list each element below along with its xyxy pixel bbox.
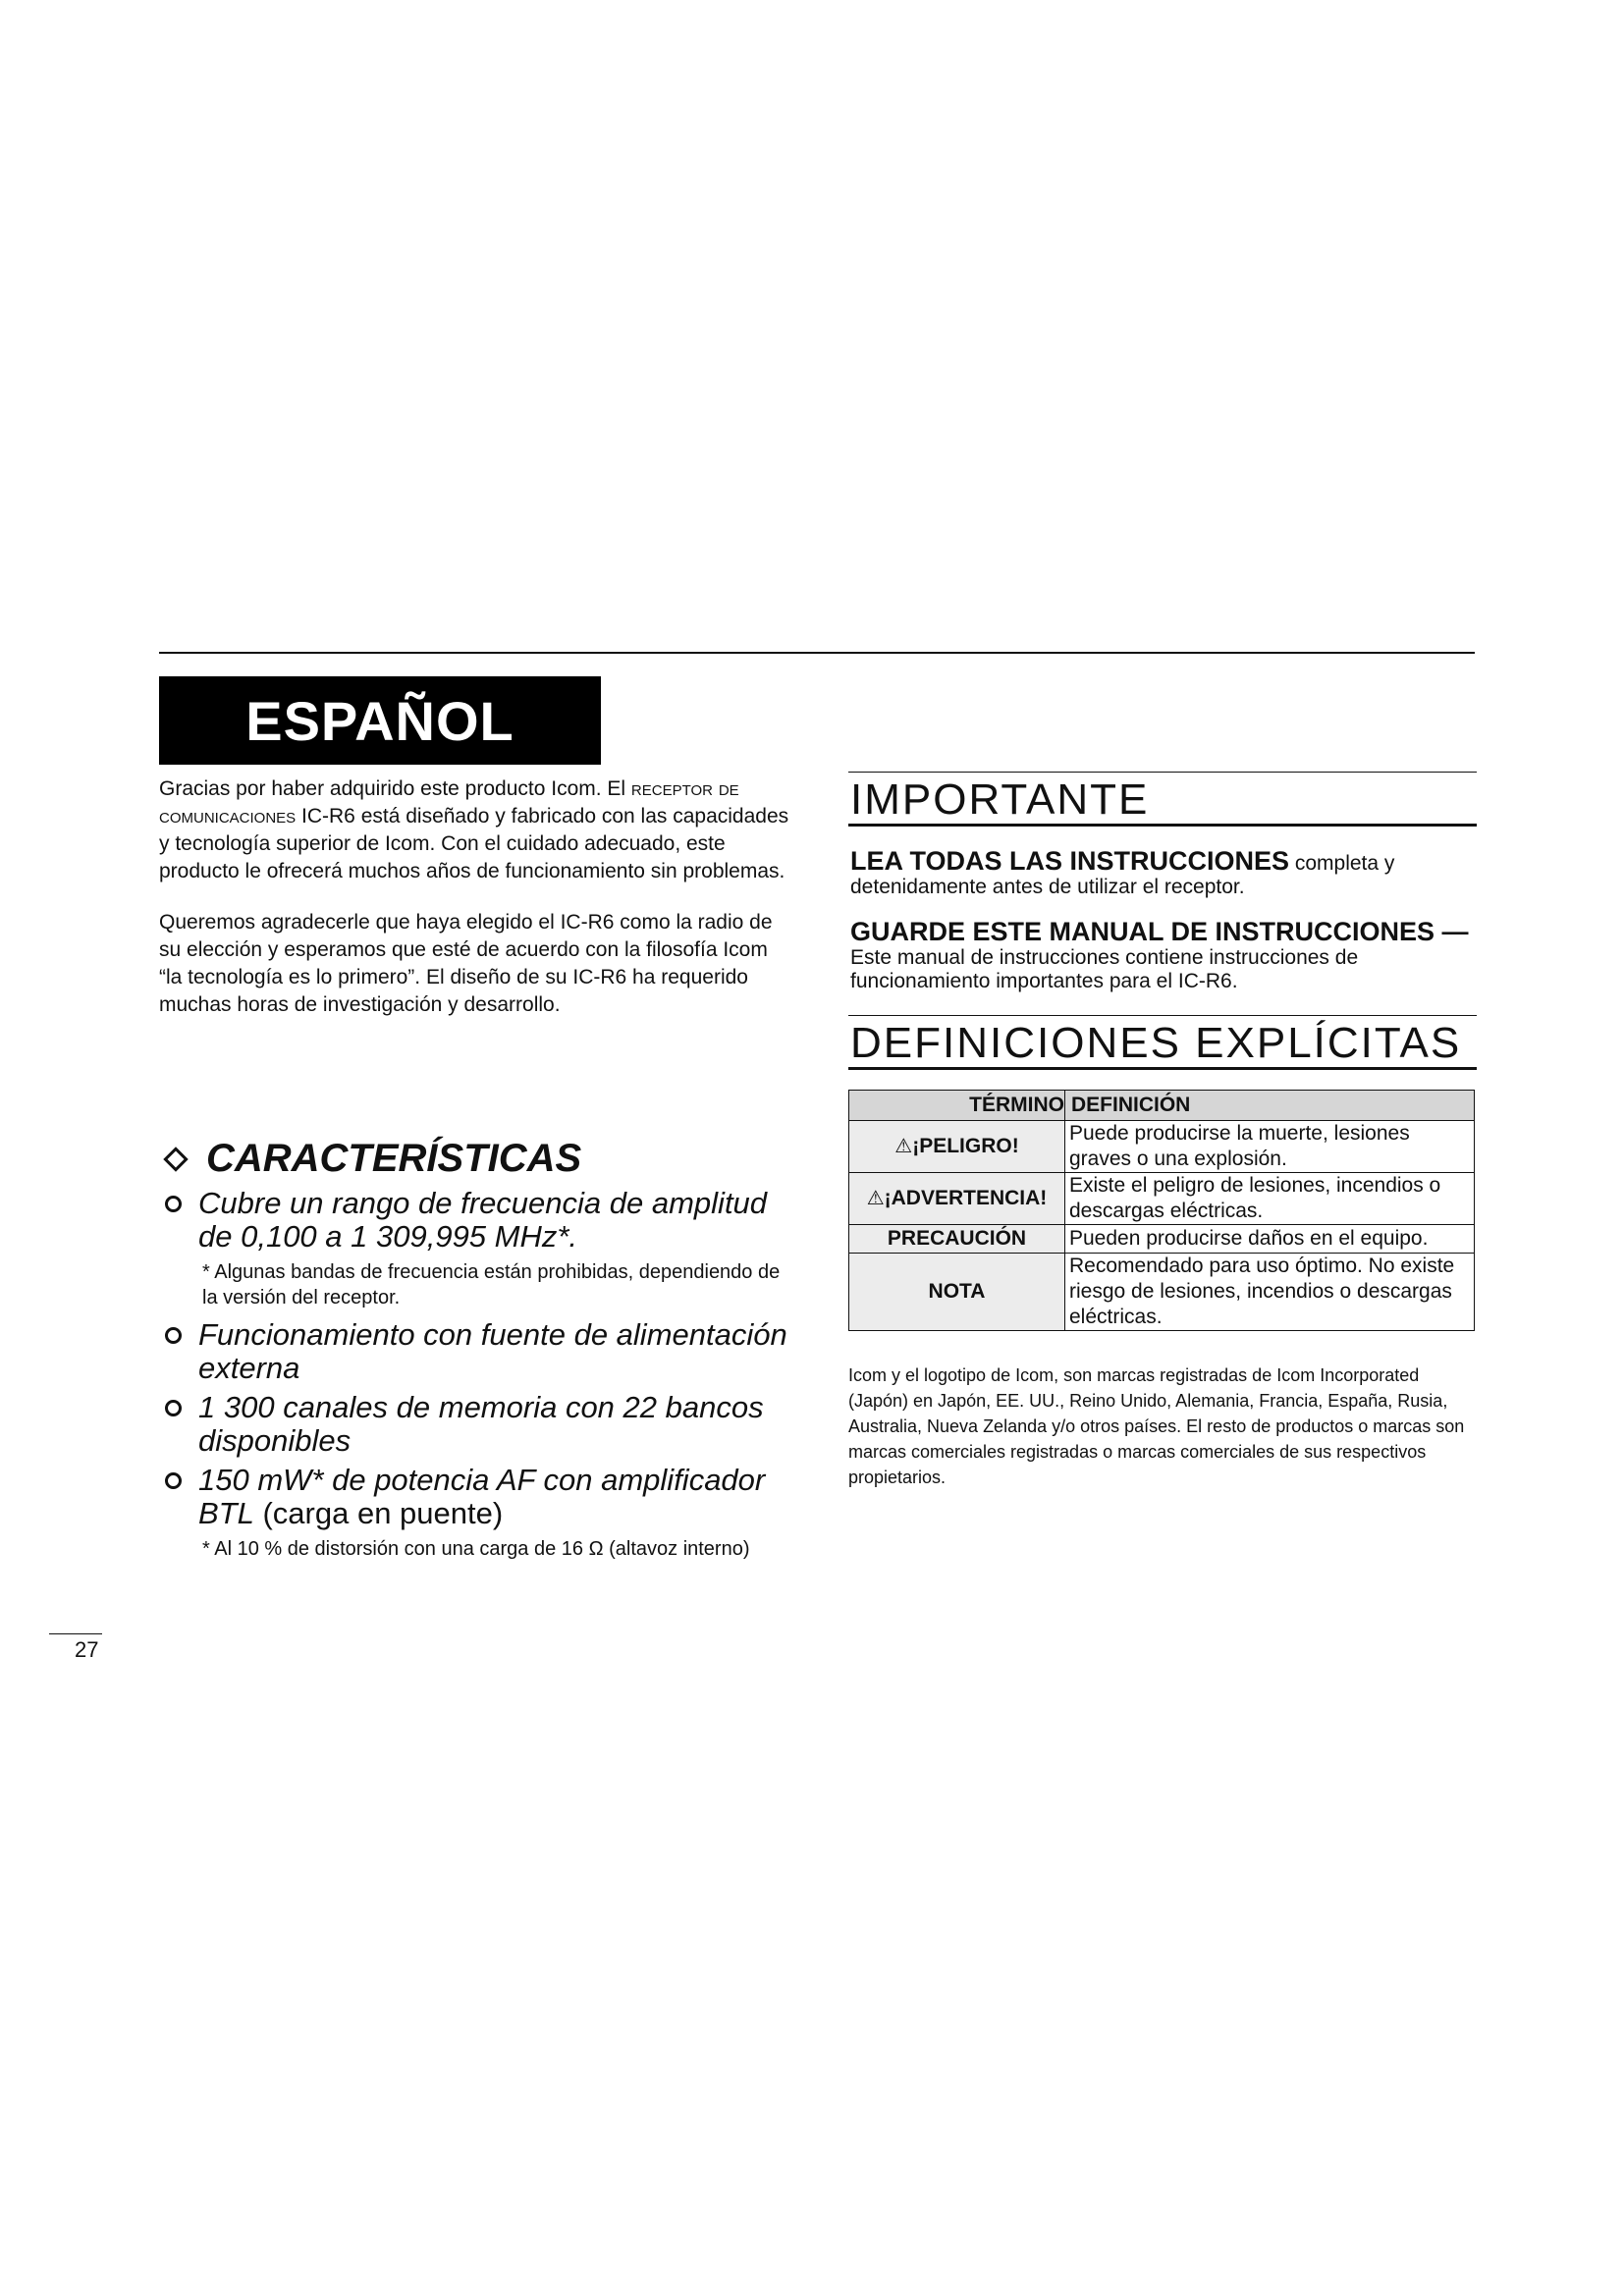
important-text: completa y detenidamente antes de utilizar el receptor.: [850, 852, 1395, 898]
features-title: CARACTERÍSTICAS: [206, 1137, 582, 1180]
important-bold: GUARDE ESTE MANUAL DE INSTRUCCIONES —: [850, 917, 1469, 946]
important-section: [848, 772, 1477, 1490]
definition-cell: Pueden producirse daños en el equipo.: [1065, 1225, 1475, 1254]
important-paragraph-1: [850, 846, 1477, 899]
important-bold: LEA TODAS LAS INSTRUCCIONES: [850, 846, 1290, 876]
warning-icon: ⚠: [894, 1136, 913, 1157]
table-row: [849, 1121, 1475, 1173]
product-type: receptor de comunicaciones: [159, 777, 739, 828]
circle-bullet-icon: [165, 1196, 182, 1212]
feature-item: [159, 1391, 797, 1458]
feature-text: 1 300 canales de memoria con 22 bancos disponibles: [198, 1390, 764, 1458]
section-rule: [848, 1067, 1477, 1070]
diamond-icon: [163, 1147, 188, 1171]
term-text: ¡ADVERTENCIA!: [884, 1187, 1048, 1209]
term-text: ¡PELIGRO!: [912, 1135, 1019, 1157]
top-rule: [159, 652, 1475, 654]
intro-paragraph-2: Queremos agradecerle que haya elegido el IC-R6 como la radio de su elección y esperamos que esté de acuerdo con la filosofía Icom “la tecnología es lo primero”. El diseño de su IC-R6 ha requerido muchas horas de investigación y desarrollo.: [159, 911, 773, 1016]
definition-cell: Puede producirse la muerte, lesiones graves o una explosión.: [1065, 1121, 1475, 1173]
warning-icon: ⚠: [866, 1188, 885, 1209]
feature-item: [159, 1318, 797, 1385]
table-row: [849, 1254, 1475, 1331]
important-heading: IMPORTANTE: [850, 775, 1150, 824]
circle-bullet-icon: [165, 1472, 182, 1489]
column-header-term: TÉRMINO: [849, 1091, 1065, 1121]
circle-bullet-icon: [165, 1400, 182, 1416]
feature-item: [159, 1187, 797, 1310]
term-cell: PRECAUCIÓN: [849, 1225, 1065, 1254]
circle-bullet-icon: [165, 1327, 182, 1344]
important-text: Este manual de instrucciones contiene instrucciones de funcionamiento importantes para el IC-R6.: [850, 946, 1359, 992]
definition-cell: Recomendado para uso óptimo. No existe riesgo de lesiones, incendios o descargas eléctricas.: [1065, 1254, 1475, 1331]
features-heading: [159, 1137, 797, 1181]
page-title: ESPAÑOL: [159, 676, 601, 765]
feature-text: Cubre un rango de frecuencia de amplitud de 0,100 a 1 309,995 MHz*.: [198, 1186, 768, 1254]
section-rule: [848, 772, 1477, 773]
term-cell: [849, 1121, 1065, 1173]
feature-text-part: 150 mW* de potencia AF con amplificador BTL: [198, 1463, 766, 1530]
feature-item: [159, 1464, 797, 1562]
feature-note: * Al 10 % de distorsión con una carga de 16 Ω (altavoz interno): [202, 1538, 750, 1560]
section-rule: [848, 824, 1477, 827]
section-rule: [848, 1015, 1477, 1016]
intro-section: [159, 775, 792, 1042]
features-section: [159, 1137, 797, 1570]
feature-note: * Algunas bandas de frecuencia están prohibidas, dependiendo de la versión del receptor.: [202, 1261, 781, 1308]
important-paragraph-2: [850, 917, 1477, 993]
term-cell: [849, 1173, 1065, 1225]
table-header-row: [849, 1091, 1475, 1121]
table-row: [849, 1225, 1475, 1254]
intro-paragraph-1: [159, 775, 792, 885]
term-cell: NOTA: [849, 1254, 1065, 1331]
feature-text: Funcionamiento con fuente de alimentación externa: [198, 1317, 787, 1385]
definition-cell: Existe el peligro de lesiones, incendios o descargas eléctricas.: [1065, 1173, 1475, 1225]
page-number: 27: [75, 1637, 99, 1662]
feature-text-part: (carga en puente): [253, 1496, 504, 1530]
definitions-table: [848, 1090, 1475, 1331]
intro-text: IC-R6 está diseñado y fabricado con las capacidades y tecnología superior de Icom. Con el cuidado adecuado, este producto le ofrecerá muchos años de funcionamiento sin problemas.: [159, 805, 789, 882]
trademark-notice: Icom y el logotipo de Icom, son marcas registradas de Icom Incorporated (Japón) en Japón, EE. UU., Reino Unido, Alemania, Francia, España, Rusia, Australia, Nueva Zelanda y/o otros países. El resto de productos o marcas son marcas comerciales registradas o marcas comerciales de sus respectivos propietarios.: [848, 1365, 1465, 1487]
column-header-definition: DEFINICIÓN: [1065, 1091, 1475, 1121]
page-number-rule: [49, 1633, 102, 1634]
feature-text: [198, 1464, 797, 1530]
table-row: [849, 1173, 1475, 1225]
definitions-heading: DEFINICIONES EXPLÍCITAS: [850, 1019, 1462, 1067]
intro-text: Gracias por haber adquirido este producto Icom. El: [159, 777, 631, 800]
